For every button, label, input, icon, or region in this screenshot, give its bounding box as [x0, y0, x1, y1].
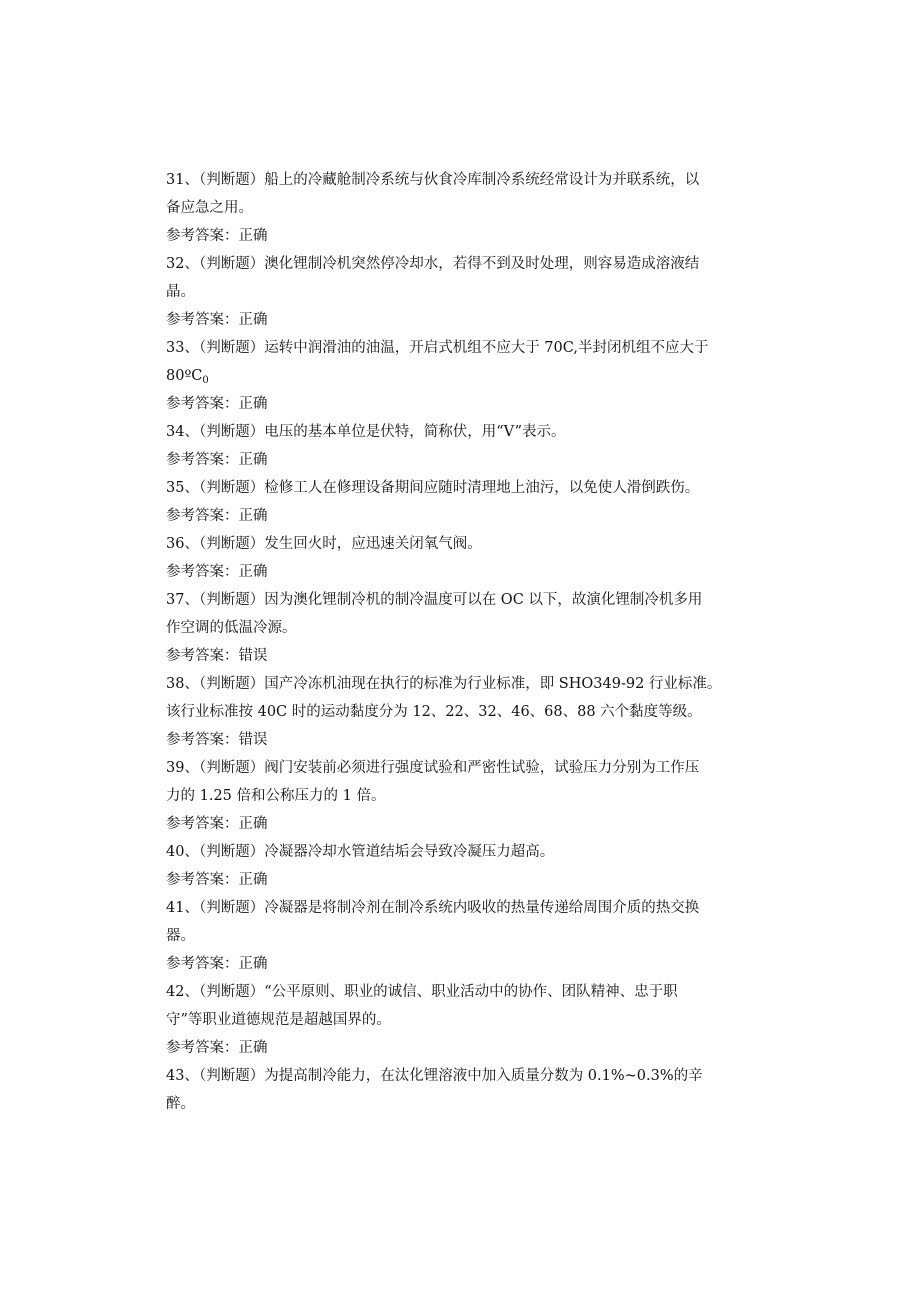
question-text-continued: 晶。	[166, 284, 195, 300]
question-list	[166, 166, 756, 1118]
question-item	[166, 670, 756, 754]
question-text: 37、（判断题）因为澳化锂制冷机的制冷温度可以在 OC 以下，故演化锂制冷机多用	[166, 592, 703, 608]
question-text: 38、（判断题）国产冷冻机油现在执行的标准为行业标准，即 SHO349-92 行业标准。	[166, 676, 722, 692]
question-text-continued: 守”等职业道德规范是超越国界的。	[166, 1012, 391, 1028]
question-item	[166, 894, 756, 978]
answer-text: 参考答案：正确	[166, 872, 268, 888]
question-item	[166, 334, 756, 418]
question-text-continued: 该行业标准按 40C 时的运动黏度分为 12、22、32、46、68、88 六个黏度等级。	[166, 704, 702, 720]
answer-text: 参考答案：错误	[166, 648, 268, 664]
question-text: 33、（判断题）运转中润滑油的油温，开启式机组不应大于 70C,半封闭机组不应大于	[166, 340, 709, 356]
question-item	[166, 838, 756, 894]
question-item	[166, 530, 756, 586]
question-text: 32、（判断题）澳化锂制冷机突然停冷却水，若得不到及时处理，则容易造成溶液结	[166, 256, 700, 272]
question-item	[166, 250, 756, 334]
question-text: 43、（判断题）为提高制冷能力，在汰化锂溶液中加入质量分数为 0.1%~0.3%的辛	[166, 1068, 703, 1084]
question-item	[166, 754, 756, 838]
question-item	[166, 166, 756, 250]
question-text: 36、（判断题）发生回火时，应迅速关闭氧气阀。	[166, 536, 482, 552]
question-item	[166, 474, 756, 530]
question-item	[166, 978, 756, 1062]
question-item	[166, 418, 756, 474]
question-item	[166, 586, 756, 670]
answer-text: 参考答案：正确	[166, 228, 268, 244]
answer-text: 参考答案：正确	[166, 564, 268, 580]
question-text-continued: 作空调的低温冷源。	[166, 620, 297, 636]
question-text: 35、（判断题）检修工人在修理设备期间应随时清理地上油污，以免使人滑倒跌伤。	[166, 480, 700, 496]
answer-text: 参考答案：错误	[166, 732, 268, 748]
question-text-continued: 醉。	[166, 1096, 195, 1112]
question-text: 42、（判断题）“公平原则、职业的诚信、职业活动中的协作、团队精神、忠于职	[166, 984, 678, 1000]
answer-text: 参考答案：正确	[166, 396, 268, 412]
answer-text: 参考答案：正确	[166, 816, 268, 832]
question-item	[166, 1062, 756, 1118]
question-text: 31、（判断题）船上的冷藏舱制冷系统与伙食冷库制冷系统经常设计为并联系统，以	[166, 172, 700, 188]
answer-text: 参考答案：正确	[166, 1040, 268, 1056]
question-text: 40、（判断题）冷凝器冷却水管道结垢会导致冷凝压力超高。	[166, 844, 555, 860]
question-text-continued: 力的 1.25 倍和公称压力的 1 倍。	[166, 788, 386, 804]
question-text: 41、（判断题）冷凝器是将制冷剂在制冷系统内吸收的热量传递给周围介质的热交换	[166, 900, 700, 916]
question-text: 39、（判断题）阀门安装前必须进行强度试验和严密性试验，试验压力分别为工作压	[166, 760, 700, 776]
answer-text: 参考答案：正确	[166, 312, 268, 328]
question-text-continued: 备应急之用。	[166, 200, 253, 216]
answer-text: 参考答案：正确	[166, 508, 268, 524]
answer-text: 参考答案：正确	[166, 452, 268, 468]
answer-text: 参考答案：正确	[166, 956, 268, 972]
question-text: 34、（判断题）电压的基本单位是伏特，简称伏，用“V”表示。	[166, 424, 566, 440]
question-text-continued: 器。	[166, 928, 195, 944]
question-text-continued: 80ºC$_0$	[166, 368, 209, 386]
